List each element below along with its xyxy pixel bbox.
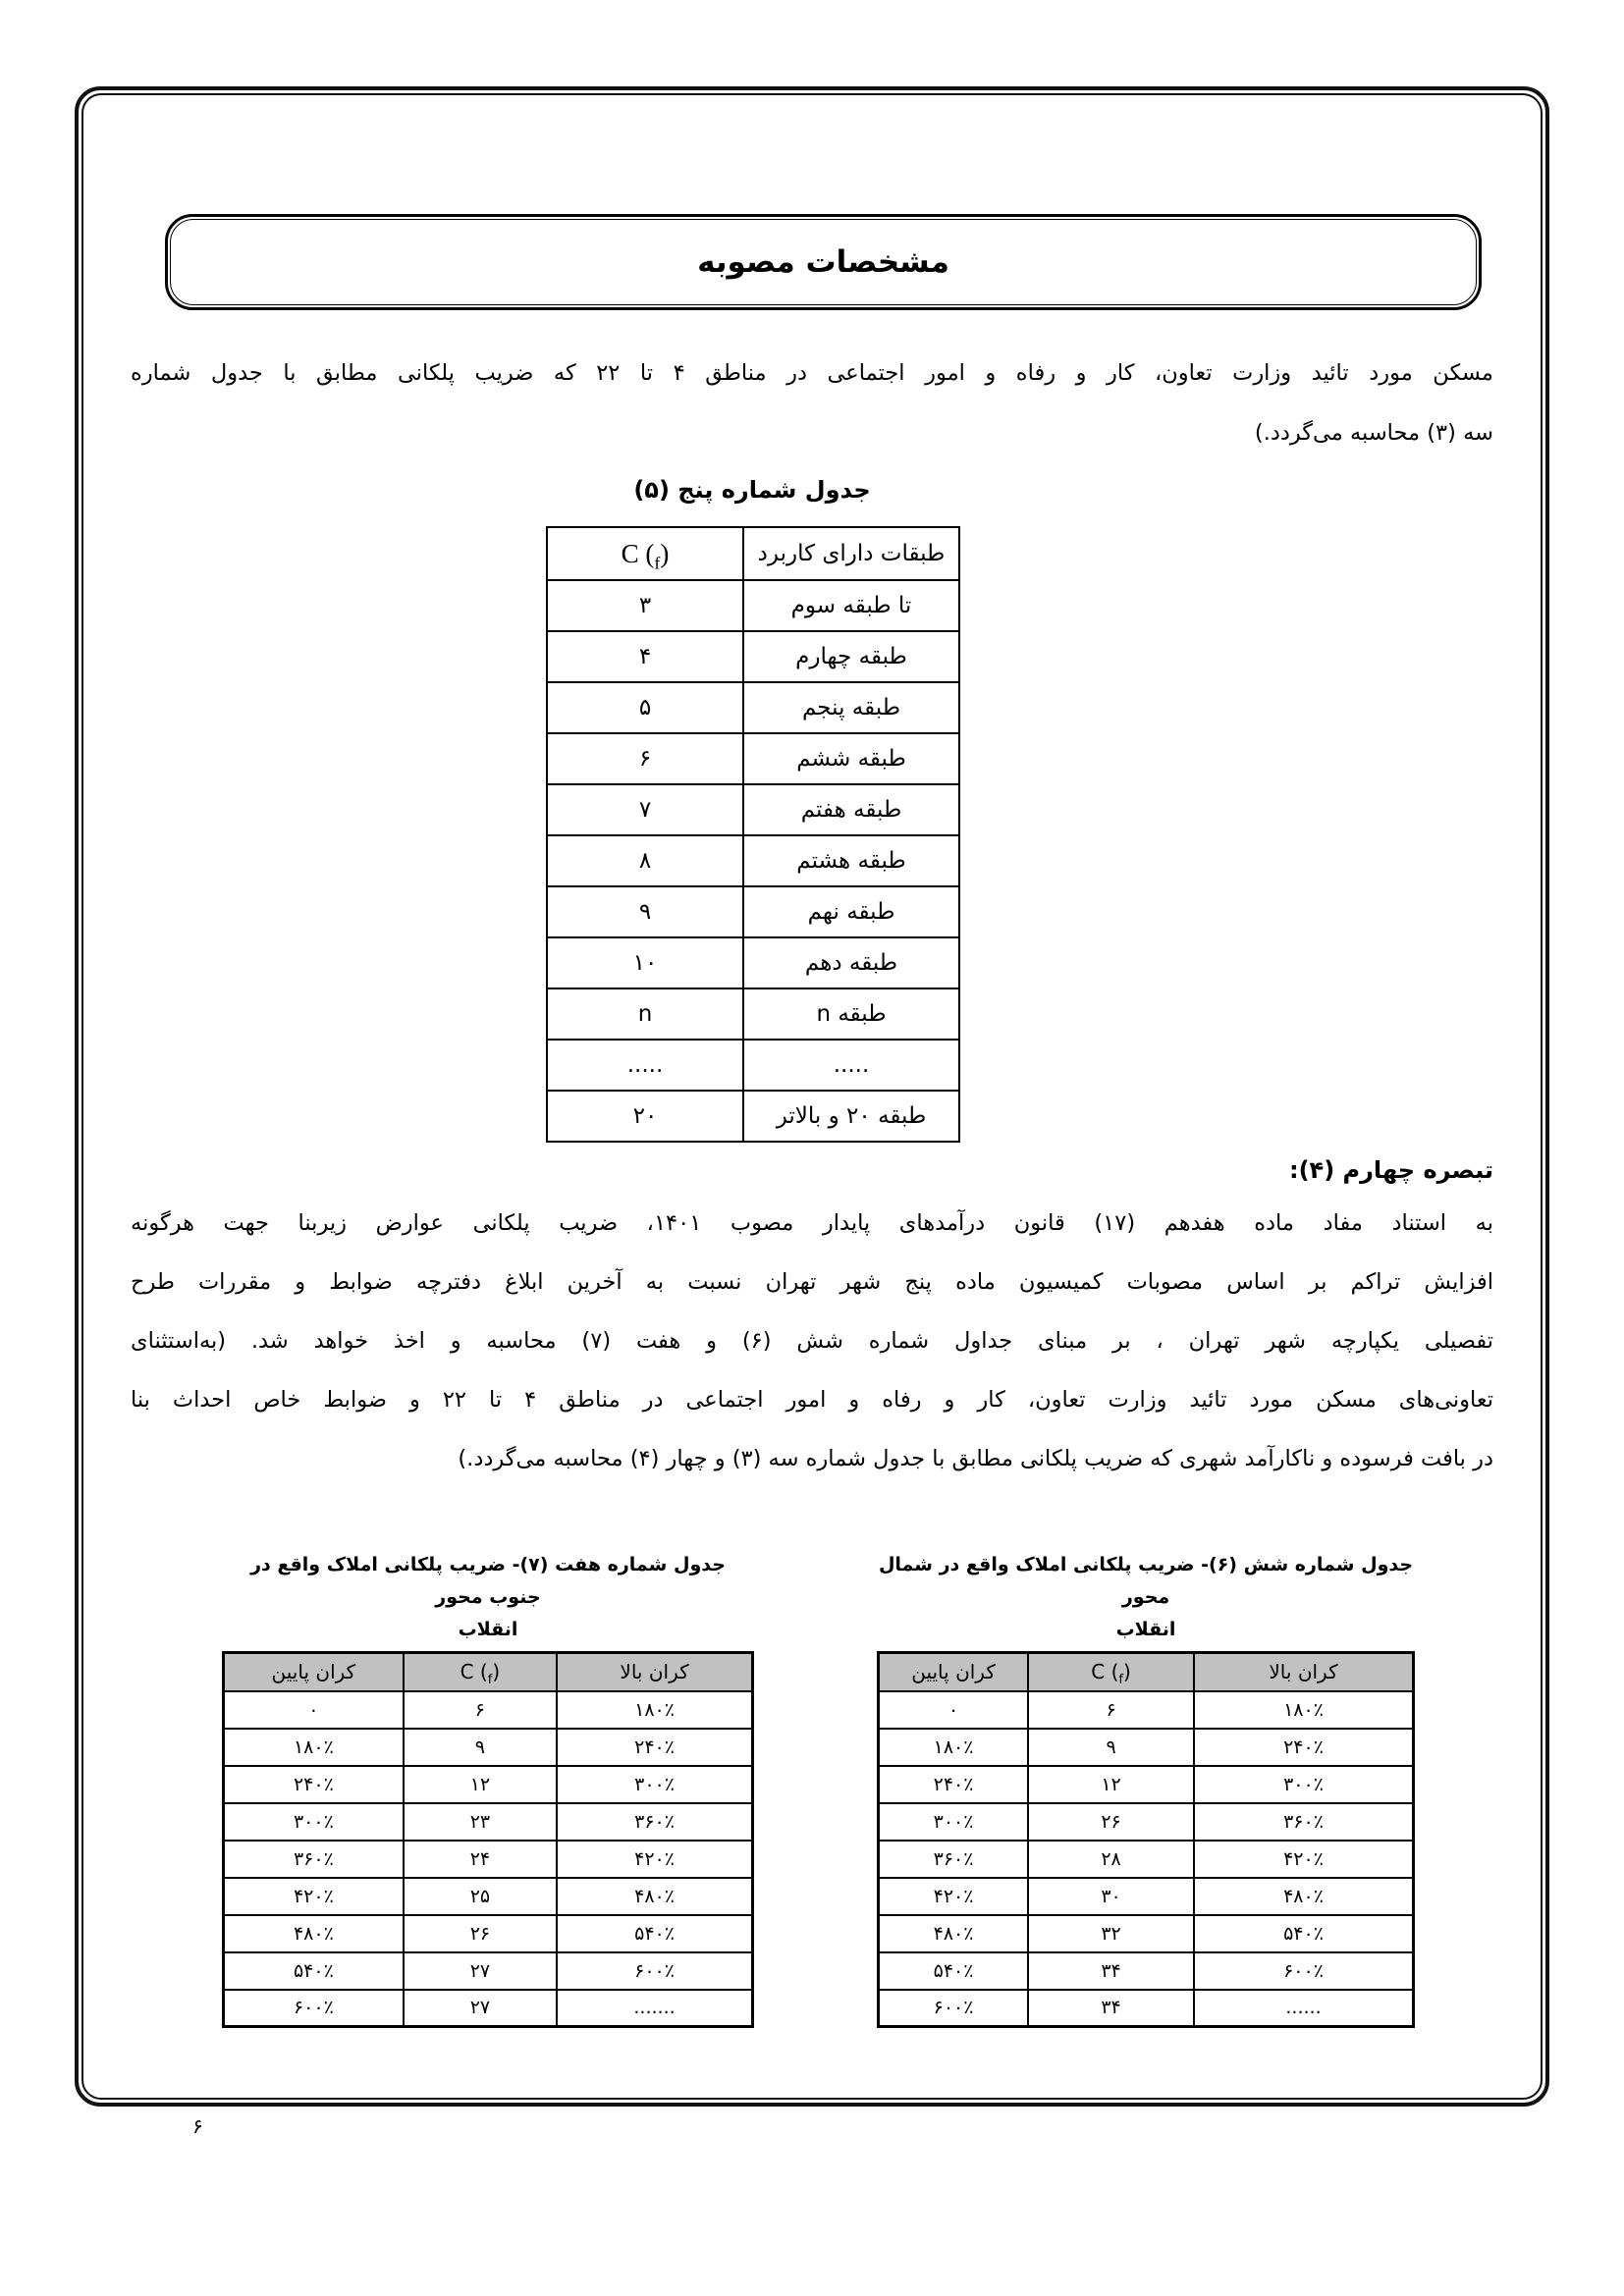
column-header-c: [1028, 1653, 1194, 1691]
table5-header-row: [547, 527, 959, 580]
cell-coefficient: ۲۷: [404, 1952, 557, 1990]
cell-upper-bound: ۴۸۰٪: [1194, 1878, 1413, 1915]
cell-coefficient: ۲۵: [404, 1878, 557, 1915]
cell-coefficient: ۲۷: [404, 1990, 557, 2027]
cell-coefficient: ۶: [547, 733, 743, 784]
table5-c-header: [547, 527, 743, 580]
cell-lower-bound: ۵۴۰٪: [879, 1952, 1029, 1990]
cell-lower-bound: ۳۶۰٪: [224, 1841, 404, 1878]
cell-coefficient: ۹: [1028, 1729, 1194, 1766]
table-6-group: [877, 1549, 1415, 2028]
cell-coefficient: .....: [547, 1040, 743, 1091]
page-title: مشخصات مصوبه: [697, 244, 949, 280]
note4-heading: تبصره چهارم (۴):: [1288, 1156, 1493, 1184]
cell-floor: طبقه n: [743, 988, 959, 1040]
table6-caption: [877, 1549, 1415, 1646]
cell-coefficient: ۲۸: [1028, 1841, 1194, 1878]
table-row: [879, 1915, 1414, 1952]
table-row: [224, 1766, 753, 1803]
table-7-group: [222, 1549, 754, 2028]
cell-lower-bound: ۳۰۰٪: [224, 1803, 404, 1841]
table-row: [224, 1878, 753, 1915]
cell-coefficient: ۴: [547, 631, 743, 682]
cell-upper-bound: ۱۸۰٪: [1194, 1691, 1413, 1729]
table-row: [547, 733, 959, 784]
page-number: ۶: [192, 2114, 203, 2138]
table-row: [547, 1040, 959, 1091]
cell-coefficient: ۳۲: [1028, 1915, 1194, 1952]
table-row: [547, 886, 959, 937]
c-header-close: ): [492, 1660, 501, 1684]
cell-coefficient: ۳۰: [1028, 1878, 1194, 1915]
cell-coefficient: ۱۲: [404, 1766, 557, 1803]
table-row: [547, 835, 959, 886]
cell-lower-bound: ۳۶۰٪: [879, 1841, 1029, 1878]
cell-coefficient: ۲۴: [404, 1841, 557, 1878]
cell-lower-bound: ۱۸۰٪: [224, 1729, 404, 1766]
c-header-close: ): [660, 538, 670, 568]
column-header-c: [404, 1653, 557, 1691]
cell-coefficient: ۱۲: [1028, 1766, 1194, 1803]
table-row: [879, 1766, 1414, 1803]
c-header-base: C (: [1091, 1660, 1119, 1684]
table-row: [224, 1803, 753, 1841]
cell-upper-bound: ......: [1194, 1990, 1413, 2027]
cell-lower-bound: ۴۸۰٪: [879, 1915, 1029, 1952]
cell-coefficient: ۵: [547, 682, 743, 733]
paragraph-line: به استناد مفاد ماده هفدهم (۱۷) قانون درآمدهای پایدار مصوب ۱۴۰۱، ضریب پلکانی عوارض زیربنا جهت هرگونه: [131, 1210, 1493, 1236]
paragraph-line: سه (۳) محاسبه می‌گردد.): [1254, 420, 1493, 446]
table5-floors-header: طبقات دارای کاربرد: [743, 527, 959, 580]
cell-upper-bound: ۳۰۰٪: [1194, 1766, 1413, 1803]
table-row: [547, 580, 959, 631]
table-5: [546, 526, 960, 1143]
cell-coefficient: n: [547, 988, 743, 1040]
cell-floor: طبقه هفتم: [743, 784, 959, 835]
cell-coefficient: ۲۰: [547, 1091, 743, 1142]
cell-coefficient: ۶: [404, 1691, 557, 1729]
cell-floor: تا طبقه سوم: [743, 580, 959, 631]
column-header-upper-bound: کران بالا: [557, 1653, 752, 1691]
cell-upper-bound: ۶۰۰٪: [1194, 1952, 1413, 1990]
cell-upper-bound: ۵۴۰٪: [1194, 1915, 1413, 1952]
column-header-lower-bound: کران پایین: [224, 1653, 404, 1691]
cell-floor: طبقه دهم: [743, 937, 959, 988]
table-row: [547, 631, 959, 682]
cell-coefficient: ۸: [547, 835, 743, 886]
cell-coefficient: ۲۳: [404, 1803, 557, 1841]
c-header-close: ): [1123, 1660, 1131, 1684]
table7-caption-line1: جدول شماره هفت (۷)- ضریب پلکانی املاک واقع در جنوب محور: [250, 1554, 726, 1608]
cell-coefficient: ۳: [547, 580, 743, 631]
table-row: [224, 1990, 753, 2027]
table6-header-row: [879, 1653, 1414, 1691]
cell-floor: طبقه هشتم: [743, 835, 959, 886]
cell-lower-bound: ۰: [879, 1691, 1029, 1729]
table-row: [547, 784, 959, 835]
column-header-lower-bound: کران پایین: [879, 1653, 1029, 1691]
table-row: [879, 1691, 1414, 1729]
cell-lower-bound: ۴۸۰٪: [224, 1915, 404, 1952]
cell-upper-bound: ۴۸۰٪: [557, 1878, 752, 1915]
cell-upper-bound: ۶۰۰٪: [557, 1952, 752, 1990]
c-header-base: C (: [460, 1660, 488, 1684]
table-row: [879, 1729, 1414, 1766]
cell-upper-bound: ۵۴۰٪: [557, 1915, 752, 1952]
table-row: [224, 1952, 753, 1990]
column-header-upper-bound: کران بالا: [1194, 1653, 1413, 1691]
table-6: [877, 1651, 1415, 2028]
cell-floor: .....: [743, 1040, 959, 1091]
cell-lower-bound: ۳۰۰٪: [879, 1803, 1029, 1841]
header-box: [165, 214, 1482, 310]
intro-paragraph: [131, 344, 1493, 463]
cell-coefficient: ۶: [1028, 1691, 1194, 1729]
table-row: [224, 1691, 753, 1729]
cell-upper-bound: ۴۲۰٪: [1194, 1841, 1413, 1878]
cell-lower-bound: ۰: [224, 1691, 404, 1729]
table7-header-row: [224, 1653, 753, 1691]
table7-caption: [222, 1549, 754, 1646]
cell-coefficient: ۳۴: [1028, 1952, 1194, 1990]
cell-lower-bound: ۶۰۰٪: [224, 1990, 404, 2027]
cell-upper-bound: ۴۲۰٪: [557, 1841, 752, 1878]
cell-upper-bound: ۲۴۰٪: [557, 1729, 752, 1766]
cell-floor: طبقه نهم: [743, 886, 959, 937]
cell-upper-bound: ۳۶۰٪: [557, 1803, 752, 1841]
cell-lower-bound: ۱۸۰٪: [879, 1729, 1029, 1766]
table-row: [879, 1952, 1414, 1990]
cell-floor: طبقه ششم: [743, 733, 959, 784]
cell-upper-bound: ۱۸۰٪: [557, 1691, 752, 1729]
table-7: [222, 1651, 754, 2028]
paragraph-line: مسکن مورد تائید وزارت تعاون، کار و رفاه و امور اجتماعی در مناطق ۴ تا ۲۲ که ضریب پلکانی مطابق با جدول شماره: [131, 360, 1493, 386]
table-row: [547, 937, 959, 988]
cell-lower-bound: ۲۴۰٪: [879, 1766, 1029, 1803]
cell-coefficient: ۱۰: [547, 937, 743, 988]
c-header-sub: f: [1118, 1673, 1124, 1688]
table-row: [224, 1729, 753, 1766]
cell-lower-bound: ۲۴۰٪: [224, 1766, 404, 1803]
cell-lower-bound: ۴۲۰٪: [879, 1878, 1029, 1915]
table-row: [547, 988, 959, 1040]
c-header-sub: f: [487, 1673, 493, 1688]
c-header-sub: f: [654, 552, 661, 572]
paragraph-line: افزایش تراکم بر اساس مصوبات کمیسیون ماده پنج شهر تهران نسبت به آخرین ابلاغ دفترچه ضوابط و مقررات طرح: [131, 1269, 1493, 1295]
cell-coefficient: ۹: [547, 886, 743, 937]
cell-coefficient: ۳۴: [1028, 1990, 1194, 2027]
c-header-base: C (: [621, 538, 655, 568]
header-box-inner-line: [170, 219, 1477, 305]
cell-lower-bound: ۵۴۰٪: [224, 1952, 404, 1990]
table-row: [547, 1091, 959, 1142]
note4-paragraph: [131, 1194, 1493, 1488]
cell-coefficient: ۷: [547, 784, 743, 835]
cell-upper-bound: ۳۶۰٪: [1194, 1803, 1413, 1841]
cell-upper-bound: .......: [557, 1990, 752, 2027]
table-row: [879, 1841, 1414, 1878]
cell-coefficient: ۹: [404, 1729, 557, 1766]
table6-caption-line1: جدول شماره شش (۶)- ضریب پلکانی املاک واقع در شمال محور: [878, 1554, 1414, 1608]
cell-floor: طبقه پنجم: [743, 682, 959, 733]
cell-upper-bound: ۳۰۰٪: [557, 1766, 752, 1803]
paragraph-line: در بافت فرسوده و ناکارآمد شهری که ضریب پلکانی مطابق با جدول شماره سه (۳) و چهار (۴) محاسبه می‌گردد.): [458, 1446, 1493, 1471]
cell-lower-bound: ۴۲۰٪: [224, 1878, 404, 1915]
cell-floor: طبقه ۲۰ و بالاتر: [743, 1091, 959, 1142]
table-row: [224, 1915, 753, 1952]
paragraph-line: تعاونی‌های مسکن مورد تائید وزارت تعاون، کار و رفاه و امور اجتماعی در مناطق ۴ تا ۲۲ و ضوابط خاص احداث بنا: [131, 1387, 1493, 1413]
cell-coefficient: ۲۶: [1028, 1803, 1194, 1841]
cell-upper-bound: ۲۴۰٪: [1194, 1729, 1413, 1766]
table-row: [224, 1841, 753, 1878]
table6-caption-line2: انقلاب: [1115, 1619, 1176, 1640]
cell-coefficient: ۲۶: [404, 1915, 557, 1952]
paragraph-line: تفصیلی یکپارچه شهر تهران ، بر مبنای جداول شماره شش (۶) و هفت (۷) محاسبه و اخذ خواهد شد. (به‌استثنای: [131, 1328, 1494, 1354]
table7-caption-line2: انقلاب: [458, 1619, 518, 1640]
table5-caption: جدول شماره پنج (۵): [633, 476, 871, 504]
table-row: [879, 1803, 1414, 1841]
cell-floor: طبقه چهارم: [743, 631, 959, 682]
table-row: [547, 682, 959, 733]
cell-lower-bound: ۶۰۰٪: [879, 1990, 1029, 2027]
table-row: [879, 1990, 1414, 2027]
table-row: [879, 1878, 1414, 1915]
